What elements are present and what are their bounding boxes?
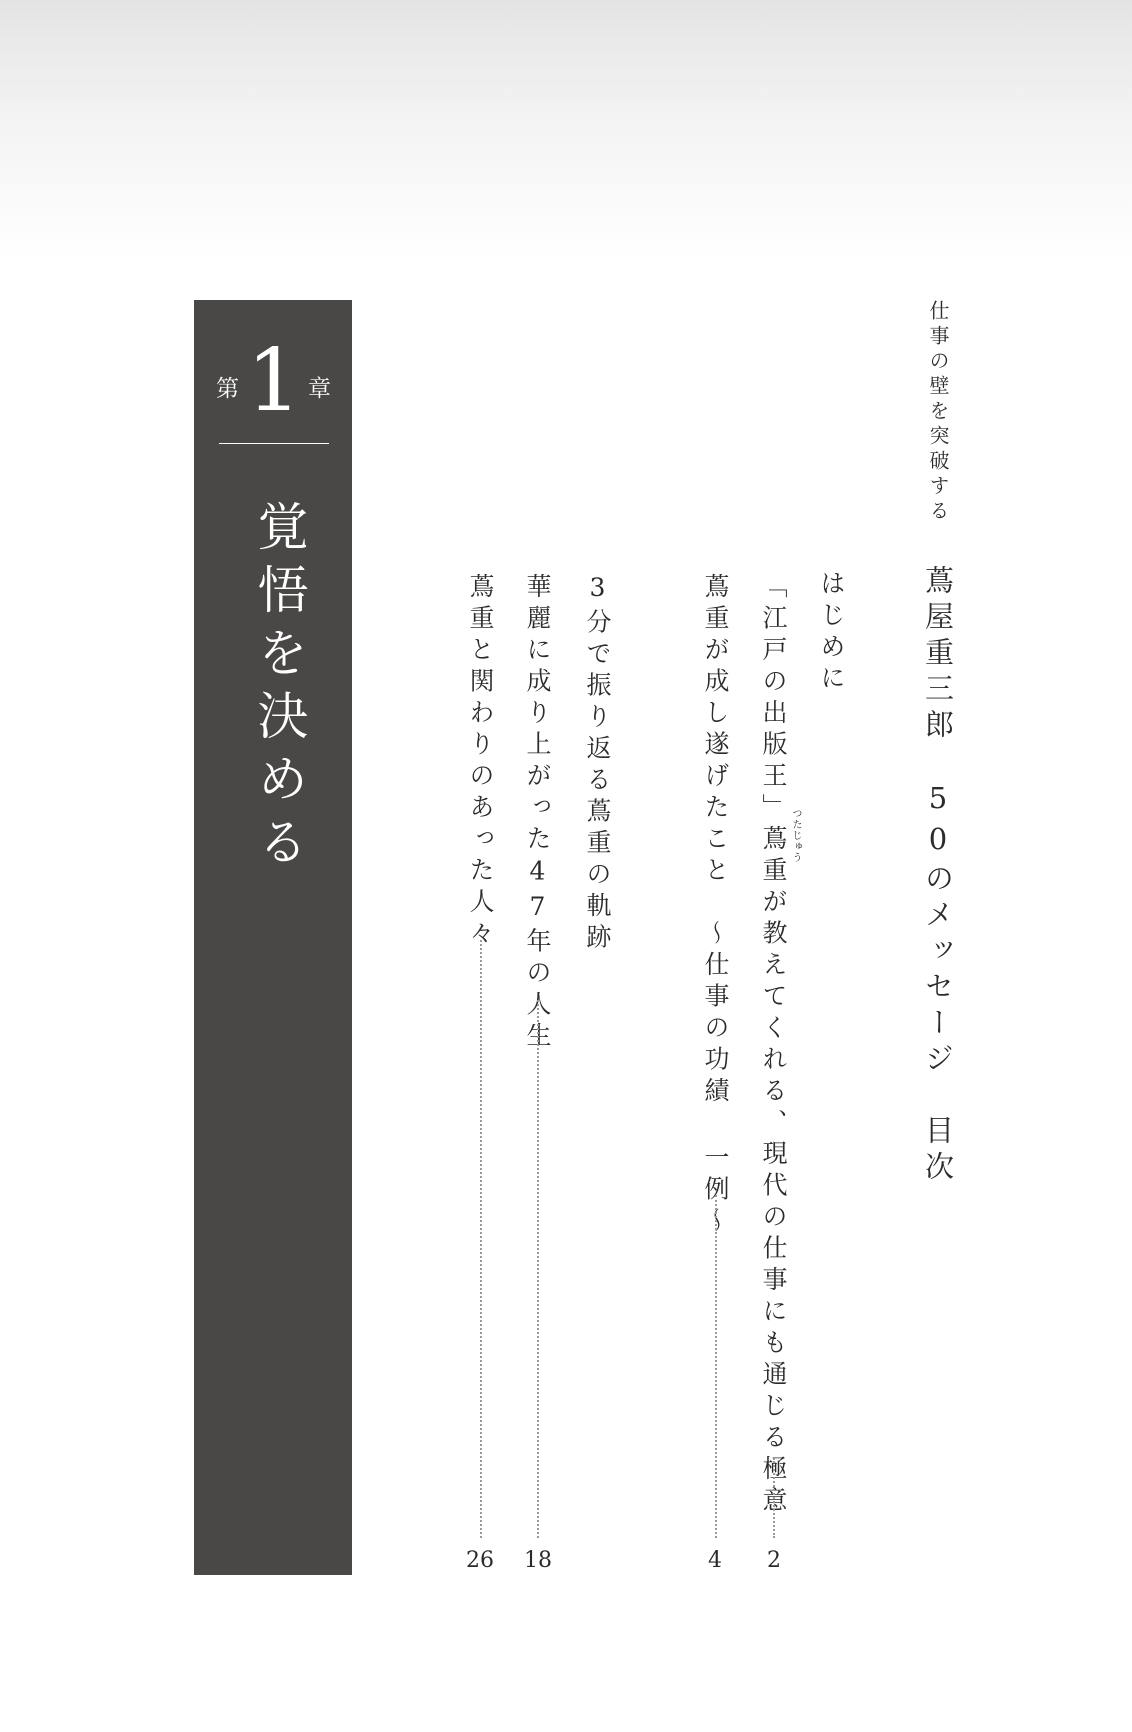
toc-entry-intro[interactable]: はじめに	[817, 570, 846, 696]
toc-title: 蔦屋重三郎 50のメッセージ 目次	[921, 565, 955, 1187]
dot-leader	[715, 1195, 717, 1538]
dot-leader	[480, 940, 482, 1538]
toc-entry-achievements[interactable]: 蔦重が成し遂げたこと 〜仕事の功績 一例〜	[701, 573, 730, 1239]
furigana-tsutaju: つたじゅう	[790, 808, 801, 863]
page-number: 26	[466, 1548, 494, 1573]
top-gradient	[0, 0, 1132, 260]
chapter-number: 1	[246, 331, 302, 431]
page-number: 2	[767, 1548, 781, 1573]
dot-leader	[773, 1458, 775, 1538]
toc-entry-life[interactable]: 華麗に成り上がった47年の人生	[523, 573, 552, 1054]
toc-entry-edo-publisher[interactable]: 「江戸の出版王」蔦重が教えてくれる、現代の仕事にも通じる極意	[759, 573, 788, 1518]
toc-entry-people[interactable]: 蔦重と関わりのあった人々	[466, 573, 495, 951]
series-subtitle: 仕事の壁を突破する	[926, 300, 950, 525]
page-number: 4	[708, 1548, 722, 1573]
chapter-suffix: 章	[308, 376, 331, 402]
page-number: 18	[524, 1548, 552, 1573]
chapter-title: 覚悟を決める	[248, 500, 307, 878]
toc-entry-timeline[interactable]: 3分で振り返る蔦重の軌跡	[583, 573, 612, 955]
chapter-prefix: 第	[216, 376, 239, 402]
chapter-panel	[194, 300, 352, 1575]
dot-leader	[537, 1000, 539, 1538]
chapter-divider	[219, 443, 329, 444]
